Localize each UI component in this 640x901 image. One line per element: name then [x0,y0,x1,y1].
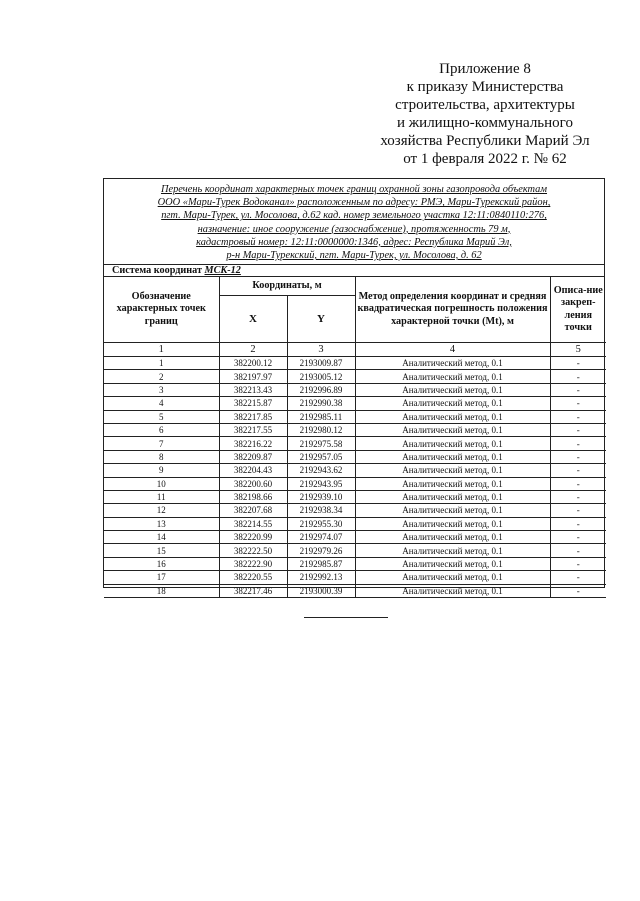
header-method: Метод определения координат и средняя квадратическая погрешность положения характерной точки (Mt), м [355,277,550,343]
method-cell: Аналитический метод, 0.1 [355,423,550,436]
y-cell: 2192996.89 [287,383,355,396]
method-cell: Аналитический метод, 0.1 [355,370,550,383]
table-row [104,410,606,423]
heading-line: р-н Мари-Турекский, пгт. Мари-Турек, ул. Мосолова, д. 62 [226,250,482,262]
description-cell: - [550,584,606,597]
column-number: 4 [355,343,550,357]
column-number: 3 [287,343,355,357]
method-cell: Аналитический метод, 0.1 [355,383,550,396]
appendix-line: от 1 февраля 2022 г. № 62 [403,151,567,167]
x-cell: 382217.55 [219,423,287,436]
description-cell: - [550,383,606,396]
x-cell: 382222.90 [219,557,287,570]
description-cell: - [550,557,606,570]
appendix-line: хозяйства Республики Марий Эл [380,133,590,149]
method-cell: Аналитический метод, 0.1 [355,584,550,597]
coordinates-table [104,277,606,598]
y-cell: 2192957.05 [287,450,355,463]
x-cell: 382200.60 [219,477,287,490]
coordinates-document-frame [103,178,605,596]
y-cell: 2192974.07 [287,531,355,544]
point-number-cell: 16 [104,557,219,570]
y-cell: 2192943.95 [287,477,355,490]
x-cell: 382207.68 [219,504,287,517]
y-cell: 2192979.26 [287,544,355,557]
coordinate-system-line [104,265,604,277]
y-cell: 2192985.11 [287,410,355,423]
y-cell: 2192990.38 [287,397,355,410]
method-cell: Аналитический метод, 0.1 [355,410,550,423]
description-cell: - [550,437,606,450]
description-cell: - [550,544,606,557]
description-cell: - [550,490,606,503]
point-number-cell: 1 [104,357,219,370]
appendix-line: Приложение 8 [439,61,531,77]
method-cell: Аналитический метод, 0.1 [355,504,550,517]
coordinate-system-label: Система координат [112,265,202,276]
description-cell: - [550,450,606,463]
table-row [104,437,606,450]
method-cell: Аналитический метод, 0.1 [355,531,550,544]
point-number-cell: 10 [104,477,219,490]
point-number-cell: 13 [104,517,219,530]
method-cell: Аналитический метод, 0.1 [355,437,550,450]
table-row [104,557,606,570]
header-point: Обозначение характерных точек границ [104,277,219,343]
x-cell: 382200.12 [219,357,287,370]
point-number-cell: 4 [104,397,219,410]
appendix-line: к приказу Министерства [406,79,564,95]
point-number-cell: 11 [104,490,219,503]
point-number-cell: 8 [104,450,219,463]
method-cell: Аналитический метод, 0.1 [355,397,550,410]
y-cell: 2192985.87 [287,557,355,570]
description-cell: - [550,397,606,410]
table-row [104,383,606,396]
description-cell: - [550,571,606,584]
y-cell: 2192980.12 [287,423,355,436]
appendix-block [365,60,605,168]
method-cell: Аналитический метод, 0.1 [355,450,550,463]
table-row [104,370,606,383]
method-cell: Аналитический метод, 0.1 [355,517,550,530]
method-cell: Аналитический метод, 0.1 [355,477,550,490]
x-cell: 382197.97 [219,370,287,383]
point-number-cell: 5 [104,410,219,423]
table-row [104,531,606,544]
method-cell: Аналитический метод, 0.1 [355,357,550,370]
y-cell: 2193000.39 [287,584,355,597]
method-cell: Аналитический метод, 0.1 [355,557,550,570]
method-cell: Аналитический метод, 0.1 [355,490,550,503]
appendix-line: строительства, архитектуры [395,97,575,113]
y-cell: 2192975.58 [287,437,355,450]
heading-line: Перечень координат характерных точек границ охранной зоны газопровода объектам [160,184,548,195]
point-number-cell: 2 [104,370,219,383]
y-cell: 2192955.30 [287,517,355,530]
heading-line: кадастровый номер: 12:11:0000000:1346, адрес: Республика Марий Эл, [196,236,512,248]
x-cell: 382198.66 [219,490,287,503]
column-number: 5 [550,343,606,357]
x-cell: 382217.85 [219,410,287,423]
heading-line: назначение: иное сооружение (газоснабжение), протяженность 79 м, [197,223,511,235]
point-number-cell: 14 [104,531,219,544]
point-number-cell: 12 [104,504,219,517]
x-cell: 382214.55 [219,517,287,530]
table-row [104,423,606,436]
appendix-line: и жилищно-коммунального [397,115,573,131]
header-description: Описа-ние закреп-ления точки [550,277,606,343]
point-number-cell: 6 [104,423,219,436]
x-cell: 382220.99 [219,531,287,544]
description-cell: - [550,504,606,517]
y-cell: 2192939.10 [287,490,355,503]
point-number-cell: 17 [104,571,219,584]
table-row [104,450,606,463]
y-cell: 2193005.12 [287,370,355,383]
description-cell: - [550,477,606,490]
table-row [104,397,606,410]
point-number-cell: 18 [104,584,219,597]
description-cell: - [550,531,606,544]
description-cell: - [550,410,606,423]
table-row [104,504,606,517]
x-cell: 382220.55 [219,571,287,584]
method-cell: Аналитический метод, 0.1 [355,544,550,557]
x-cell: 382213.43 [219,383,287,396]
x-cell: 382216.22 [219,437,287,450]
description-cell: - [550,423,606,436]
table-row [104,357,606,370]
x-cell: 382217.46 [219,584,287,597]
table-row [104,571,606,584]
table-row [104,490,606,503]
method-cell: Аналитический метод, 0.1 [355,571,550,584]
header-y: Y [287,296,355,343]
y-cell: 2192943.62 [287,464,355,477]
table-row [104,517,606,530]
coordinate-system-value: МСК-12 [204,265,241,276]
description-cell: - [550,370,606,383]
y-cell: 2192938.34 [287,504,355,517]
point-number-cell: 3 [104,383,219,396]
table-row [104,464,606,477]
header-coordinates: Координаты, м [219,277,355,296]
point-number-cell: 9 [104,464,219,477]
description-cell: - [550,357,606,370]
column-number: 2 [219,343,287,357]
table-row [104,477,606,490]
y-cell: 2192992.13 [287,571,355,584]
description-cell: - [550,464,606,477]
header-x: X [219,296,287,343]
x-cell: 382209.87 [219,450,287,463]
x-cell: 382215.87 [219,397,287,410]
x-cell: 382222.50 [219,544,287,557]
y-cell: 2193009.87 [287,357,355,370]
method-cell: Аналитический метод, 0.1 [355,464,550,477]
point-number-cell: 7 [104,437,219,450]
list-heading [104,179,604,265]
table-row [104,584,606,597]
table-row [104,544,606,557]
column-number: 1 [104,343,219,357]
heading-line: пгт. Мари-Турек, ул. Мосолова, д.62 кад. номер земельного участка 12:11:0840110:276, [161,210,547,222]
heading-line: ООО «Мари-Турек Водоканал» расположенным по адресу: РМЭ, Мари-Турекский район, [157,197,551,209]
description-cell: - [550,517,606,530]
point-number-cell: 15 [104,544,219,557]
footer-divider [304,617,388,618]
x-cell: 382204.43 [219,464,287,477]
